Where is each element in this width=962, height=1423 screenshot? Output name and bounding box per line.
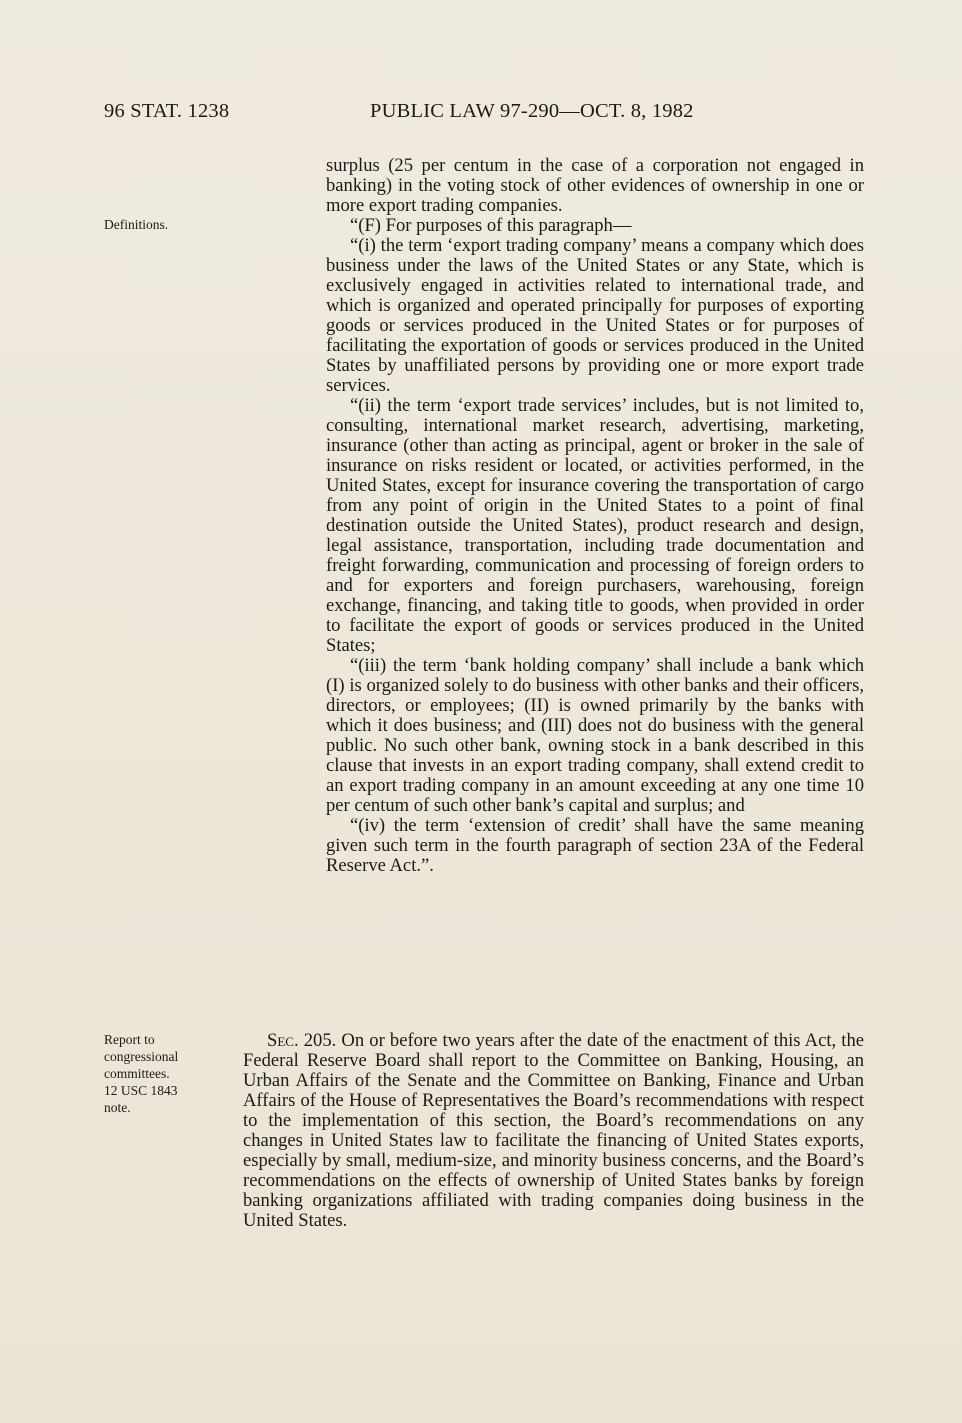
paragraph-f: “(F) For purposes of this paragraph—	[350, 215, 632, 236]
margin-note-definitions-text: Definitions.	[104, 217, 169, 232]
clause-iii: “(iii) the term ‘bank holding company’ shall include a bank which (I) is organized solely to do business with other banks and their officers, directors, or employees; (II) is owned primarily by the banks with which it does business; and (III) does not do business with the general public. No such other bank, owning stock in a bank described in this clause that invests in an export trading company, shall extend credit to an export trading company in an amount exceeding at any one time 10 per centum of such other bank’s capital and surplus; and	[326, 655, 864, 816]
section-205-paragraph	[243, 1031, 864, 1231]
section-205-text: On or before two years after the date of the enactment of this Act, the Federal Reserve Board shall report to the Committee on Banking, Housing, an Urban Affairs of the Senate and the Committee on Banking, Finance and Urban Affairs of the House of Representatives the Board’s recommendations with respect to the implementation of this section, the Board’s recommendations on any changes in United States law to facilitate the financing of United States exports, especially by small, medium-size, and minority business concerns, and the Board’s recommendations on the effects of ownership of United States banks by foreign banking organizations affiliated with trading companies doing business in the United States.	[243, 1030, 864, 1231]
amendment-text	[326, 156, 864, 876]
paragraph-surplus: surplus (25 per centum in the case of a corporation not engaged in banking) in the voting stock of other evidences of ownership in one or more export trading companies.	[326, 155, 864, 216]
margin-note-report	[104, 1031, 224, 1116]
margin-note-line: note.	[104, 1100, 131, 1115]
clause-i: “(i) the term ‘export trading company’ means a company which does business under the laws of the United States or any State, which is exclusively engaged in activities related to international trade, and which is organized and operated principally for purposes of exporting goods or services produced in the United States or for purposes of facilitating the exportation of goods or services produced in the United States by unaffiliated persons by providing one or more export trade services.	[326, 235, 864, 396]
margin-note-line: congressional	[104, 1049, 179, 1064]
clause-ii: “(ii) the term ‘export trade services’ includes, but is not limited to, consulting, international market research, advertising, marketing, insurance (other than acting as principal, agent or broker in the sale of insurance on risks resident or located, or activities performed, in the United States, except for insurance covering the transportation of cargo from any point of origin in the United States to a point of final destination outside the United States), product research and design, legal assistance, transportation, including trade documentation and freight forwarding, communication and processing of foreign orders to and for exporters and foreign purchasers, warehousing, foreign exchange, financing, and taking title to goods, when provided in order to facilitate the export of goods or services produced in the United States;	[326, 395, 864, 656]
margin-note-line: Report to	[104, 1032, 155, 1047]
public-law-title: PUBLIC LAW 97-290—OCT. 8, 1982	[370, 100, 694, 122]
margin-note-line: 12 USC 1843	[104, 1083, 178, 1098]
margin-note-definitions	[104, 216, 224, 233]
margin-note-line: committees.	[104, 1066, 170, 1081]
section-205	[243, 1031, 864, 1231]
statute-page-number: 96 STAT. 1238	[104, 100, 230, 122]
section-label: Sec. 205.	[267, 1030, 337, 1051]
clause-iv: “(iv) the term ‘extension of credit’ shall have the same meaning given such term in the fourth paragraph of section 23A of the Federal Reserve Act.”.	[326, 815, 864, 876]
page-header	[104, 100, 864, 130]
